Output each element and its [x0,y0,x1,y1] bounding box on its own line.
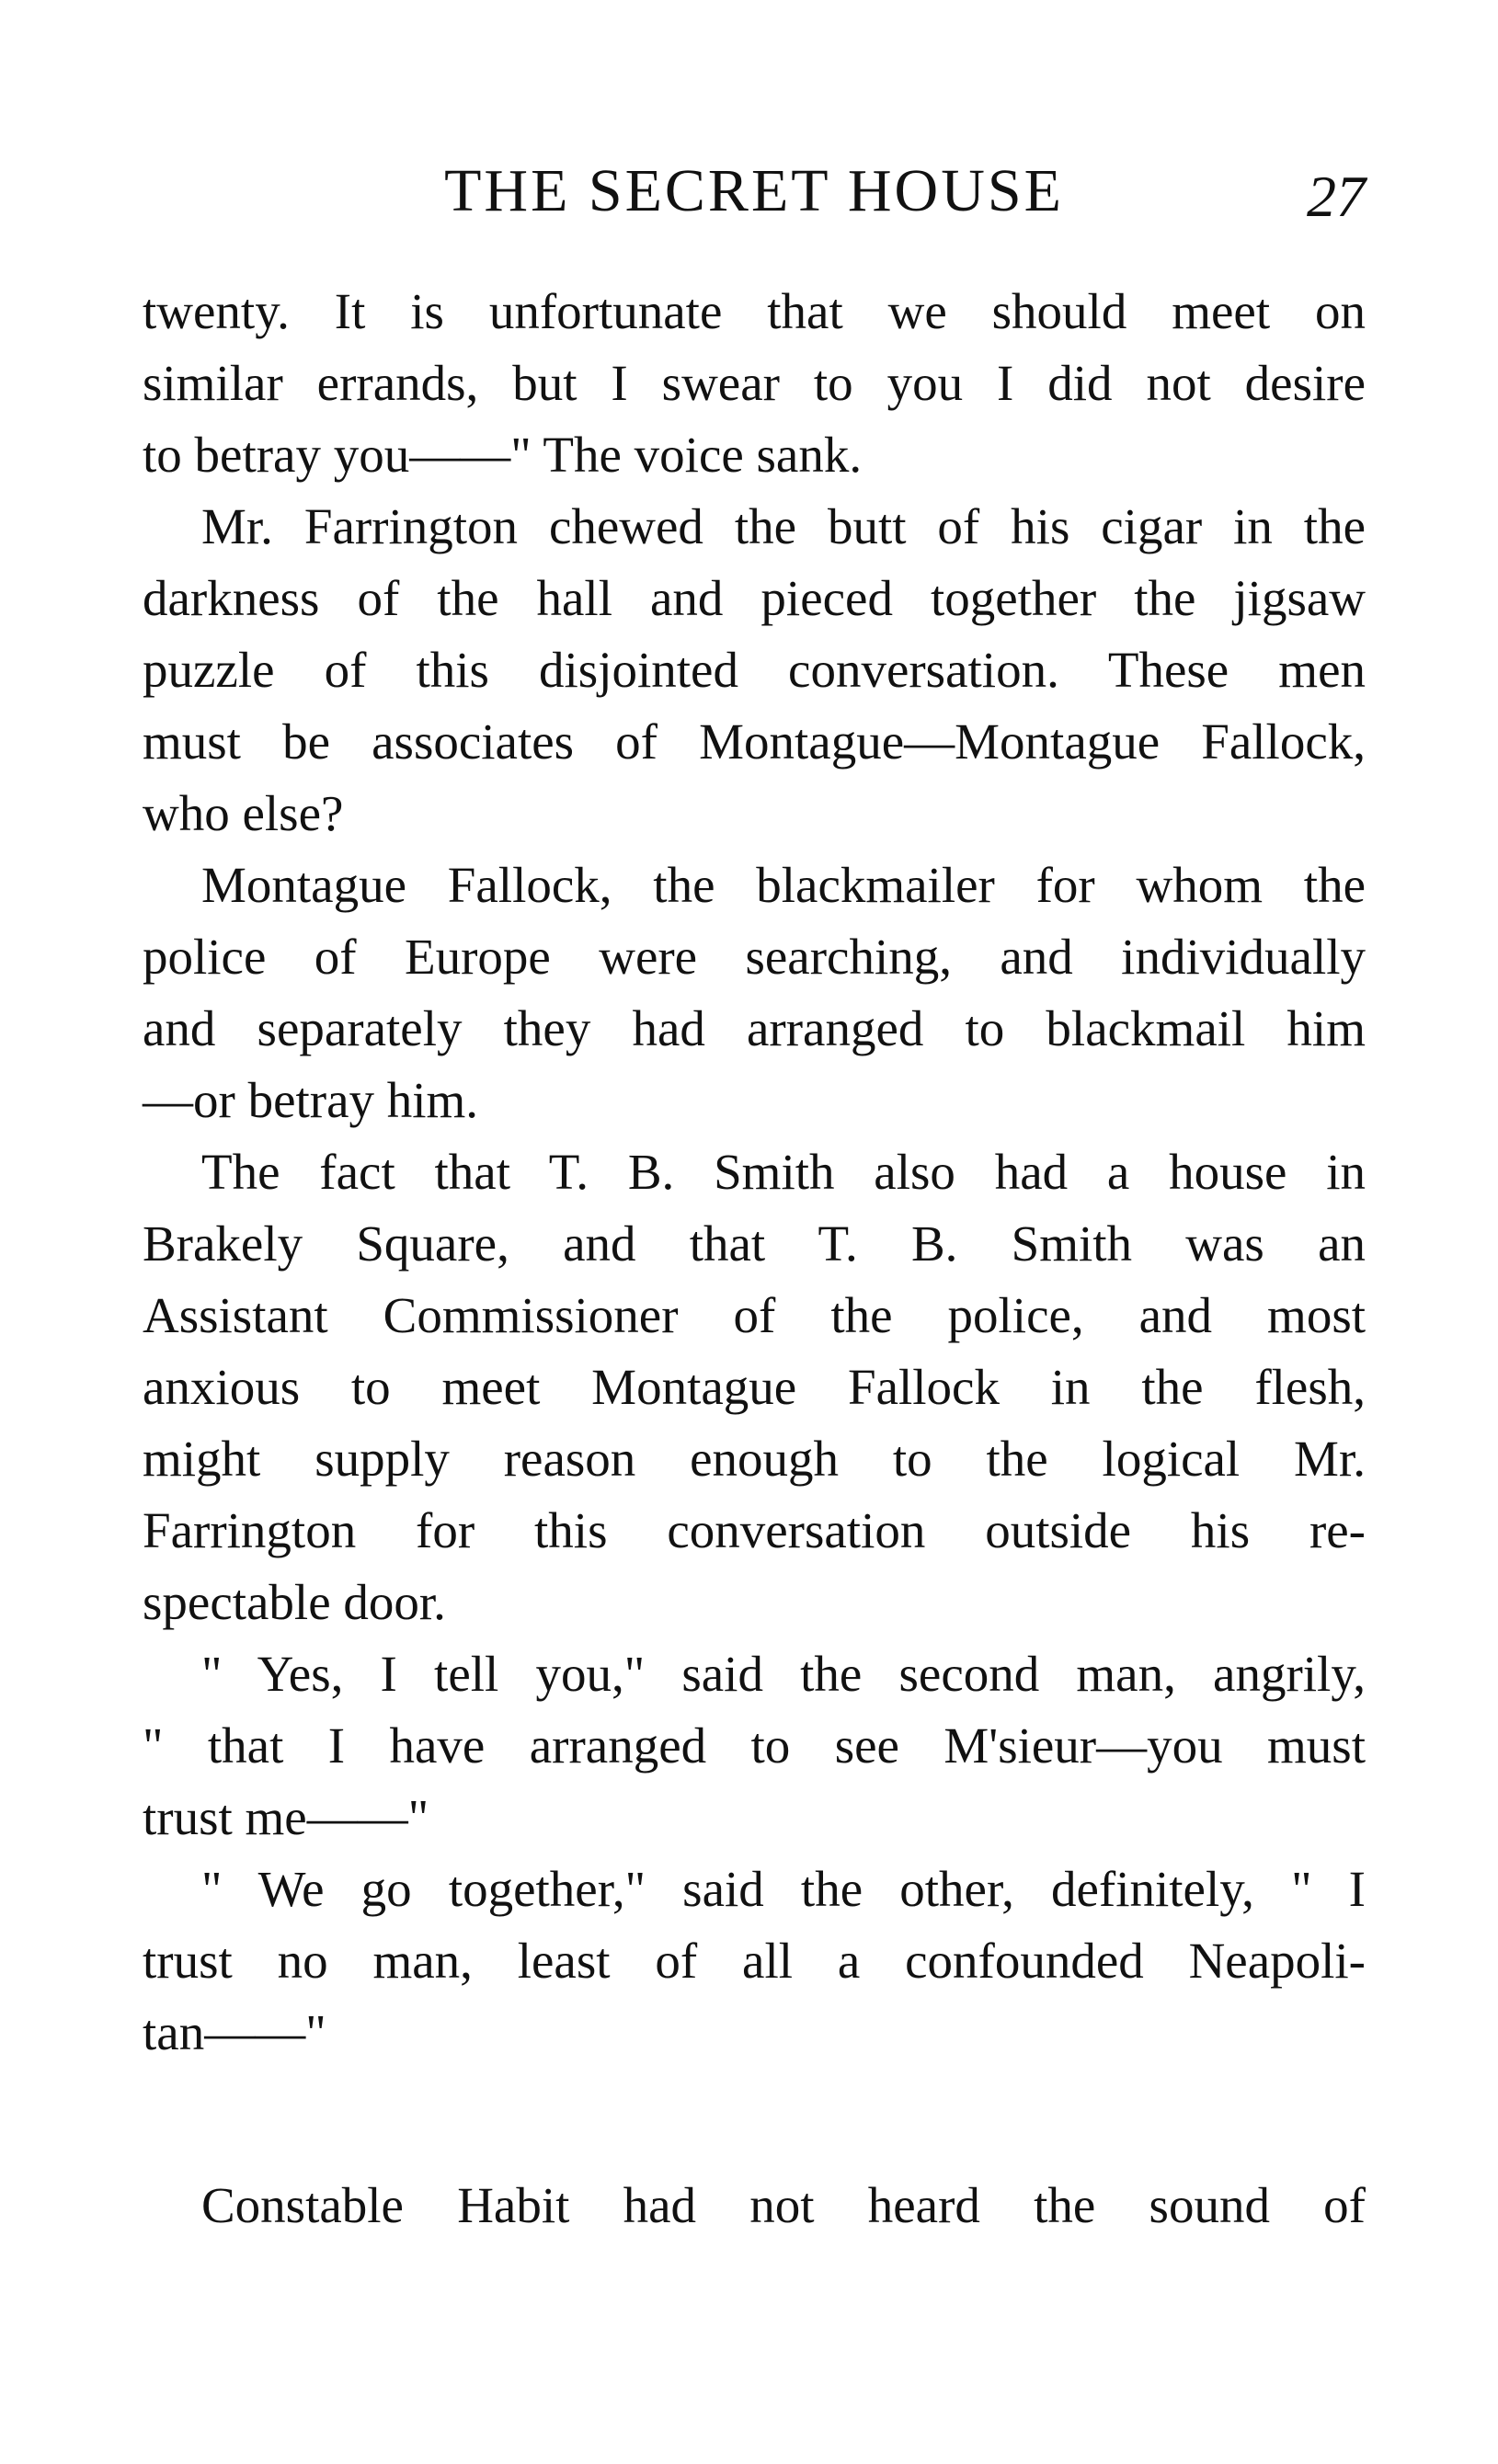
text-line: —or betray him. [143,1072,479,1128]
text-line: " that I have arranged to see M'sieur—you must [143,1717,1366,1774]
text-line: " Yes, I tell you," said the second man, angrily, [201,1646,1366,1702]
text-line: trust me——" [143,1789,429,1845]
text-line: Montague Fallock, the blackmailer for whom the [201,857,1366,913]
text-line: tan——" [143,2004,326,2060]
section-break [143,2069,1366,2170]
running-title: THE SECRET HOUSE [444,157,1064,224]
text-line: Mr. Farrington chewed the butt of his cigar in the [201,498,1366,554]
text-line: must be associates of Montague—Montague Fallock, [143,713,1366,770]
text-line: might supply reason enough to the logical Mr. [143,1431,1366,1487]
text-line: trust no man, least of all a confounded Neapoli- [143,1933,1366,1989]
text-line: to betray you——" The voice sank. [143,427,863,483]
text-line: " We go together," said the other, definitely, " I [201,1861,1366,1917]
text-line: darkness of the hall and pieced together the jigsaw [143,570,1366,626]
text-line: Brakely Square, and that T. B. Smith was an [143,1215,1366,1272]
text-line: Constable Habit had not heard the sound of [201,2177,1366,2233]
page-number: 27 [1307,164,1366,229]
page-header [143,154,1366,228]
text-line: and separately they had arranged to blackmail him [143,1000,1366,1056]
text-line: twenty. It is unfortunate that we should meet on [143,283,1366,339]
text-line: spectable door. [143,1574,446,1630]
body-text [143,276,1366,2242]
text-line: Farrington for this conversation outside his re- [143,1502,1366,1558]
text-line: Assistant Commissioner of the police, and most [143,1287,1366,1343]
text-line: puzzle of this disjointed conversation. These men [143,642,1366,698]
text-line: similar errands, but I swear to you I did not desire [143,355,1366,411]
text-line: anxious to meet Montague Fallock in the flesh, [143,1359,1366,1415]
text-line: The fact that T. B. Smith also had a house in [201,1144,1366,1200]
text-line: who else? [143,785,344,841]
text-line: police of Europe were searching, and individually [143,929,1366,985]
